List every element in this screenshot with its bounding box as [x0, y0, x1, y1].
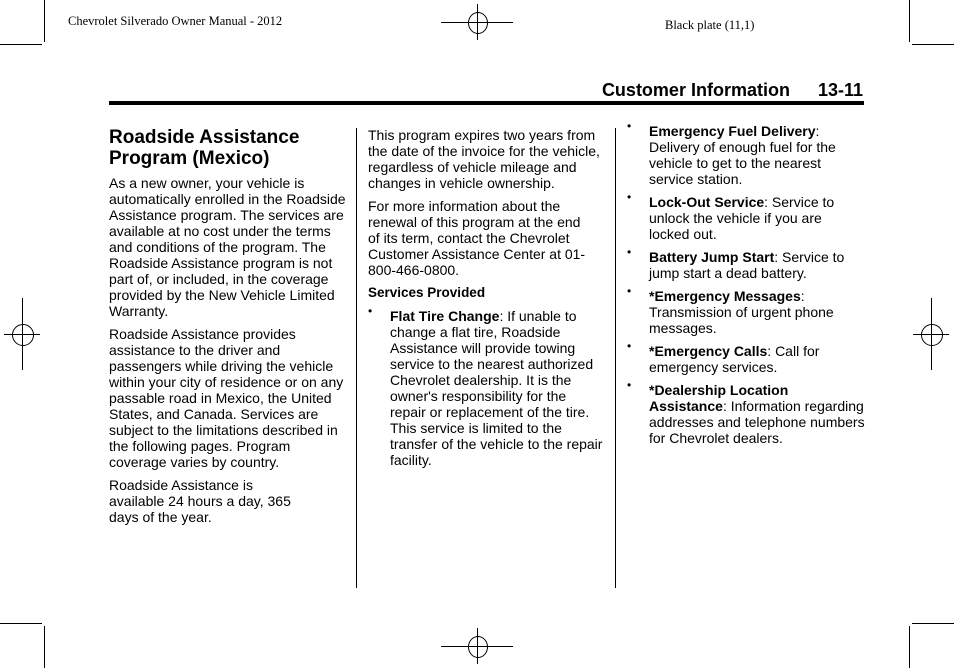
section-heading: Roadside Assistance Program (Mexico): [109, 127, 300, 169]
list-item: [627, 119, 849, 187]
item-text: : Delivery of enough fuel for the vehicle to get to the nearest service station.: [649, 123, 836, 187]
crop-mark: [0, 44, 42, 45]
list-item: [627, 339, 849, 375]
bullet-icon: •: [368, 304, 373, 318]
registration-mark-right: [913, 298, 949, 370]
running-header: [602, 80, 863, 101]
column-3: [627, 119, 865, 453]
column-divider: [615, 128, 616, 588]
registration-mark-left: [4, 298, 40, 370]
crop-mark: [909, 626, 910, 668]
item-lead: Emergency Fuel Delivery: [649, 123, 816, 139]
paragraph: As a new owner, your vehicle is automatically enrolled in the Roadside Assistance program. The services are available at no cost under the terms and conditions of the program. The Roadside Assistance program is not part of, or included, in the coverage provided by the New Vehicle Limited Warranty.: [109, 175, 346, 319]
item-lead: *Emergency Calls: [649, 343, 768, 359]
list-item: [368, 304, 604, 468]
page-number: 13-11: [817, 80, 863, 100]
item-text: : Call for emergency services.: [649, 343, 820, 375]
slug-left: Chevrolet Silverado Owner Manual - 2012: [68, 14, 283, 28]
list-item: [627, 284, 854, 336]
registration-mark-bottom: [441, 628, 513, 664]
paragraph: This program expires two years from the date of the invoice for the vehicle, regardless of vehicle mileage and changes in vehicle ownership.: [368, 127, 600, 191]
bullet-icon: •: [627, 378, 632, 392]
item-text: : Service to jump start a dead battery.: [649, 249, 845, 281]
list-item: [627, 378, 867, 446]
item-text: : Information regarding addresses and telephone numbers for Chevrolet dealers.: [649, 398, 865, 446]
bullet-icon: •: [627, 284, 632, 298]
crop-mark: [44, 626, 45, 668]
item-lead: Battery Jump Start: [649, 249, 775, 265]
paragraph: Roadside Assistance provides assistance to the driver and passengers while driving the vehicle within your city of residence or on any passable road in Mexico, the United States, and Canada. Services are subject to the limitations described in the following pages. Program coverage varies by country.: [109, 326, 344, 470]
bullet-icon: •: [627, 119, 632, 133]
crop-mark: [909, 0, 910, 42]
crop-mark: [44, 0, 45, 42]
list-item: [627, 245, 859, 281]
slug-right: Black plate (11,1): [665, 18, 755, 32]
item-lead: Lock-Out Service: [649, 194, 765, 210]
item-text: : If unable to change a flat tire, Roadside Assistance will provide towing service to the nearest authorized Chevrolet dealership. It is the owner's responsibility for the repair or replacement of the tire. This service is limited to the transfer of the vehicle to the repair facility.: [390, 308, 603, 468]
item-lead: Flat Tire Change: [390, 308, 500, 324]
column-divider: [356, 128, 357, 588]
header-rule: [109, 101, 864, 105]
subheading: Services Provided: [368, 285, 486, 300]
item-text: : Transmission of urgent phone messages.: [649, 288, 834, 336]
bullet-icon: •: [627, 339, 632, 353]
bullet-icon: •: [627, 245, 632, 259]
bullet-icon: •: [627, 190, 632, 204]
paragraph: For more information about the renewal of this program at the end of its term, contact the Chevrolet Customer Assistance Center at 01-800-466-0800.: [368, 198, 586, 278]
item-text: : Service to unlock the vehicle if you are locked out.: [649, 194, 835, 242]
crop-mark: [0, 623, 42, 624]
crop-mark: [912, 623, 954, 624]
list-item: [627, 190, 849, 242]
registration-mark-top: [441, 4, 513, 40]
crop-mark: [912, 44, 954, 45]
item-lead: *Dealership Location Assistance: [649, 382, 789, 414]
column-1: [109, 127, 349, 532]
item-lead: *Emergency Messages: [649, 288, 801, 304]
paragraph: Roadside Assistance is available 24 hours a day, 365 days of the year.: [109, 477, 291, 525]
column-2: [368, 127, 606, 475]
section-title: Customer Information: [601, 80, 790, 100]
